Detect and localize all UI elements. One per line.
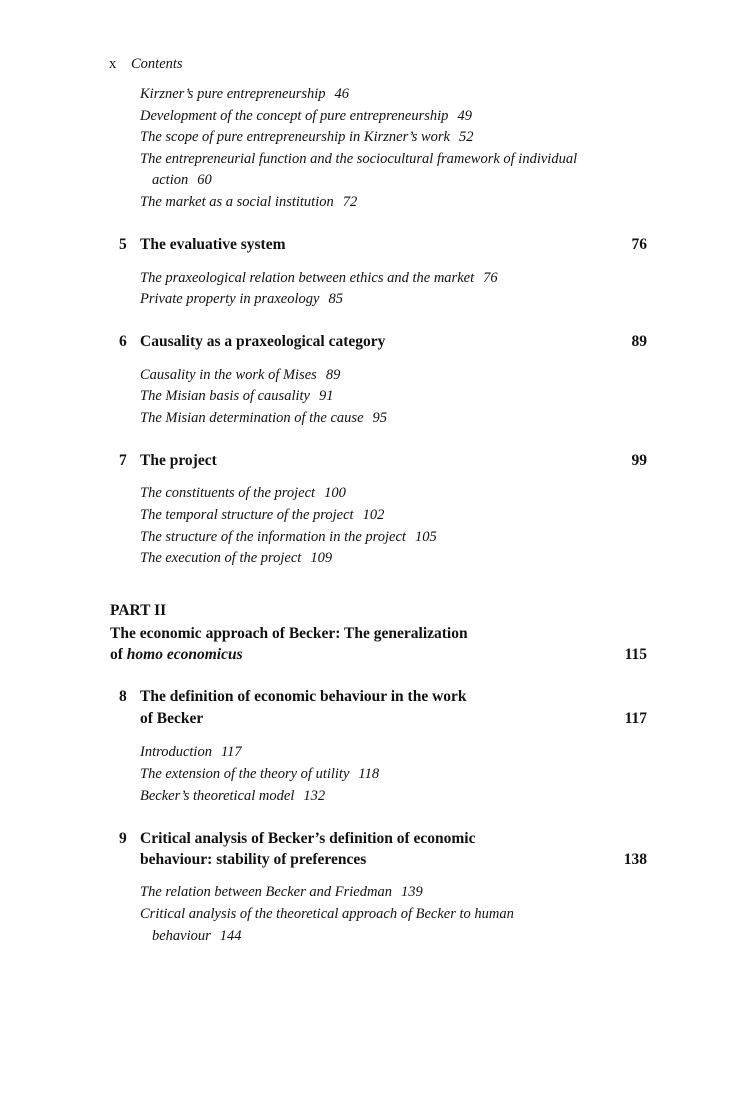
toc-entry-title: The structure of the information in the project bbox=[140, 529, 406, 545]
toc-entry-title: The constituents of the project bbox=[140, 485, 316, 501]
toc-entry-title: The Misian determination of the cause bbox=[140, 410, 364, 426]
chapter-title: Critical analysis of Becker’s definition of economic bbox=[140, 830, 476, 847]
toc-entry-page: 60 bbox=[197, 172, 212, 188]
toc-entry-title: The Misian basis of causality bbox=[140, 388, 310, 404]
chapter-number: 8 bbox=[119, 688, 127, 705]
toc-entry-page: 105 bbox=[414, 529, 437, 545]
toc-entry-title: Introduction bbox=[140, 744, 212, 760]
toc-entry-title: The temporal structure of the project bbox=[140, 507, 354, 523]
chapter-title: behaviour: stability of preferences bbox=[140, 851, 367, 868]
chapter-title: of Becker bbox=[140, 710, 204, 727]
toc-entry bbox=[140, 483, 346, 503]
toc-entry-page: 85 bbox=[328, 291, 343, 307]
toc-entry bbox=[152, 170, 212, 190]
toc-entry bbox=[140, 548, 332, 568]
toc-entry-title: action bbox=[152, 172, 189, 188]
chapter-page-number: 99 bbox=[631, 452, 647, 469]
toc-entry-title: The execution of the project bbox=[140, 550, 302, 566]
toc-entry-title: The entrepreneurial function and the sociocultural framework of individual bbox=[140, 151, 578, 167]
toc-entry-page: 76 bbox=[483, 270, 498, 286]
part-title-italic: homo economicus bbox=[126, 646, 243, 663]
chapter-page-number: 117 bbox=[624, 710, 647, 727]
part-title-line-2 bbox=[110, 645, 243, 665]
toc-entry bbox=[140, 192, 357, 212]
toc-entry bbox=[140, 408, 387, 428]
toc-entry-page: 89 bbox=[325, 367, 341, 383]
part-label: PART II bbox=[110, 602, 167, 619]
toc-entry-title: Development of the concept of pure entrepreneurship bbox=[140, 108, 449, 124]
toc-entry-title: Private property in praxeology bbox=[140, 291, 320, 307]
toc-entry bbox=[140, 386, 333, 406]
toc-entry bbox=[140, 904, 514, 924]
chapter-page-number: 138 bbox=[623, 851, 647, 868]
toc-entry-page: 117 bbox=[220, 744, 242, 760]
chapter-number: 5 bbox=[119, 236, 127, 253]
toc-entry bbox=[140, 882, 423, 902]
part-page-number: 115 bbox=[624, 646, 647, 663]
toc-entry-page: 102 bbox=[362, 507, 385, 523]
toc-entry-page: 100 bbox=[324, 485, 346, 501]
toc-entry bbox=[140, 527, 437, 547]
toc-entry-title: Becker’s theoretical model bbox=[140, 788, 295, 804]
toc-entry-page: 109 bbox=[310, 550, 333, 566]
toc-entry bbox=[152, 926, 242, 946]
page-folio: x bbox=[109, 56, 117, 72]
chapter-title: The definition of economic behaviour in the work bbox=[140, 688, 467, 705]
toc-entry-page: 72 bbox=[342, 194, 358, 210]
chapter-page-number: 89 bbox=[631, 333, 647, 350]
toc-entry-title: The extension of the theory of utility bbox=[140, 766, 350, 782]
toc-entry bbox=[140, 742, 242, 762]
toc-entry-title: Critical analysis of the theoretical approach of Becker to human bbox=[140, 906, 514, 922]
toc-entry bbox=[140, 365, 340, 385]
part-title-prefix: of bbox=[110, 646, 127, 663]
running-title: Contents bbox=[131, 56, 183, 72]
chapter-number: 9 bbox=[119, 830, 127, 847]
toc-entry-title: The relation between Becker and Friedman bbox=[140, 884, 392, 900]
toc-entry-title: The scope of pure entrepreneurship in Kirzner’s work bbox=[140, 129, 450, 145]
toc-entry bbox=[140, 289, 343, 309]
part-title-line-1: The economic approach of Becker: The generalization bbox=[110, 625, 468, 642]
toc-entry bbox=[140, 127, 474, 147]
toc-entry-title: Causality in the work of Mises bbox=[140, 367, 317, 383]
toc-entry-page: 52 bbox=[459, 129, 474, 145]
chapter-title: Causality as a praxeological category bbox=[140, 333, 386, 350]
chapter-page-number: 76 bbox=[631, 236, 647, 253]
toc-entry-title: behaviour bbox=[152, 928, 211, 944]
toc-entry bbox=[140, 84, 349, 104]
toc-entry bbox=[140, 764, 379, 784]
toc-entry-title: Kirzner’s pure entrepreneurship bbox=[140, 86, 326, 102]
toc-entry bbox=[140, 106, 472, 126]
toc-entry-page: 49 bbox=[457, 108, 472, 124]
chapter-number: 7 bbox=[119, 452, 127, 469]
toc-entry-title: The market as a social institution bbox=[140, 194, 334, 210]
toc-entry-page: 46 bbox=[334, 86, 350, 102]
toc-entry-title: The praxeological relation between ethics and the market bbox=[140, 270, 475, 286]
toc-entry bbox=[140, 268, 498, 288]
toc-entry-page: 95 bbox=[372, 410, 388, 426]
toc-entry bbox=[140, 786, 325, 806]
toc-entry-page: 91 bbox=[318, 388, 334, 404]
toc-entry-page: 139 bbox=[400, 884, 423, 900]
chapter-title: The project bbox=[140, 452, 217, 469]
toc-entry-page: 118 bbox=[358, 766, 380, 782]
toc-entry-page: 132 bbox=[303, 788, 326, 804]
chapter-number: 6 bbox=[119, 333, 127, 350]
toc-entry-page: 144 bbox=[219, 928, 242, 944]
chapter-title: The evaluative system bbox=[140, 236, 286, 253]
toc-entry bbox=[140, 149, 577, 169]
toc-entry bbox=[140, 505, 384, 525]
